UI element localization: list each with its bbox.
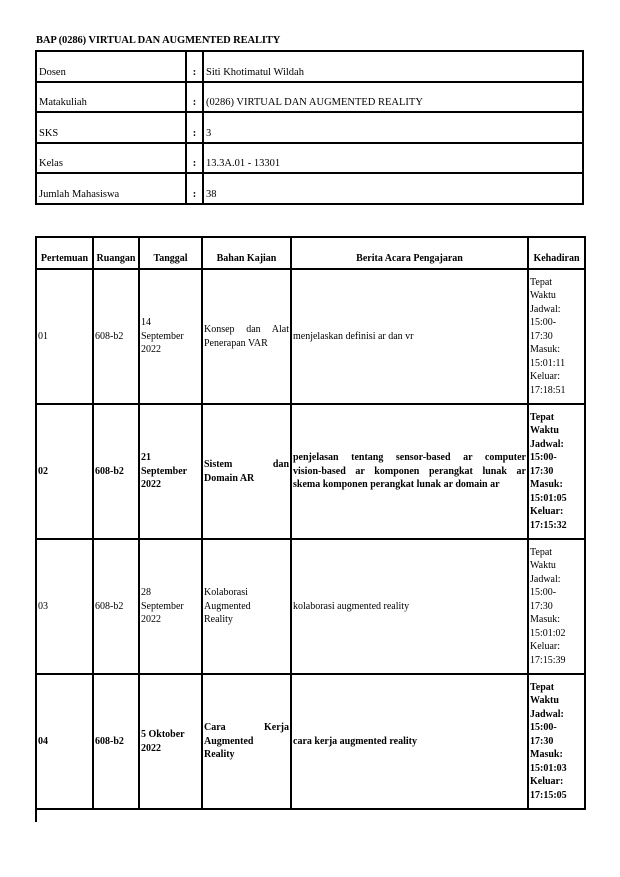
cell-kehadiran xyxy=(528,404,585,539)
cell-line: Sistem dan xyxy=(204,459,289,470)
session-row xyxy=(36,269,585,404)
cell-line: Keluar: xyxy=(530,506,564,518)
info-value: 3 xyxy=(203,112,583,143)
cell-tanggal xyxy=(139,404,202,539)
cell-line: 2022 xyxy=(141,344,161,356)
cell-tanggal xyxy=(139,269,202,404)
info-label: Jumlah Mahasiswa xyxy=(36,173,186,204)
cell-bahan-kajian xyxy=(202,404,291,539)
cell-line: Cara Kerja xyxy=(204,722,289,734)
info-value: 13.3A.01 - 13301 xyxy=(203,143,583,174)
info-label: Matakuliah xyxy=(36,82,186,113)
cell-line: 15:01:11 xyxy=(530,357,566,369)
cell-line: 17:18:51 xyxy=(530,384,566,396)
cell-line: September xyxy=(141,330,184,342)
info-value: 38 xyxy=(203,173,583,204)
cell-pertemuan: 01 xyxy=(36,269,93,404)
cell-line: Tepat xyxy=(530,681,555,693)
info-row xyxy=(36,173,583,204)
cell-kehadiran xyxy=(528,539,585,674)
header-berita-acara: Berita Acara Pengajaran xyxy=(291,237,528,269)
cell-ruangan: 608-b2 xyxy=(93,269,139,404)
info-value: Siti Khotimatul Wildah xyxy=(203,51,583,82)
header-bahan-kajian: Bahan Kajian xyxy=(202,237,291,269)
cell-line: menjelaskan definisi ar dan vr xyxy=(293,330,414,342)
cell-pertemuan: 03 xyxy=(36,539,93,674)
cell-line: Keluar: xyxy=(530,641,560,653)
cell-line: 17:30 xyxy=(530,600,553,612)
info-row xyxy=(36,51,583,82)
info-label: Kelas xyxy=(36,143,186,174)
cell-line: Tepat xyxy=(530,411,555,423)
cell-line: 21 xyxy=(141,452,151,464)
cell-line: Jadwal: xyxy=(530,438,564,450)
cell-line: September xyxy=(141,465,188,477)
table-continuation-border xyxy=(35,810,37,822)
cell-line: 2022 xyxy=(141,742,161,754)
cell-tanggal xyxy=(139,674,202,809)
cell-line: 15:00- xyxy=(530,452,557,464)
cell-line: 15:00- xyxy=(530,587,557,599)
header-ruangan: Ruangan xyxy=(93,237,139,269)
cell-line: Masuk: xyxy=(530,749,563,761)
cell-line: 17:15:05 xyxy=(530,789,567,801)
cell-ruangan: 608-b2 xyxy=(93,539,139,674)
cell-line: Waktu xyxy=(530,425,559,437)
cell-line: 15:00- xyxy=(530,317,557,329)
cell-line: Masuk: xyxy=(530,479,563,491)
cell-berita-acara xyxy=(291,539,528,674)
cell-line: 15:01:02 xyxy=(530,627,566,639)
cell-line: Kolaborasi xyxy=(204,587,248,599)
cell-ruangan: 608-b2 xyxy=(93,674,139,809)
info-separator: : xyxy=(186,173,203,204)
cell-line: Tepat xyxy=(530,546,553,558)
cell-bahan-kajian xyxy=(202,539,291,674)
cell-line: 2022 xyxy=(141,479,161,491)
cell-line: 15:00- xyxy=(530,722,557,734)
info-separator: : xyxy=(186,143,203,174)
session-table xyxy=(35,236,586,810)
info-label: Dosen xyxy=(36,51,186,82)
course-info-table xyxy=(35,50,584,205)
info-separator: : xyxy=(186,82,203,113)
cell-line: 5 Oktober xyxy=(141,729,185,740)
cell-pertemuan: 04 xyxy=(36,674,93,809)
cell-line: Reality xyxy=(204,614,233,626)
cell-line: Tepat xyxy=(530,276,553,288)
cell-line: 15:01:03 xyxy=(530,762,567,774)
cell-bahan-kajian xyxy=(202,269,291,404)
info-value: (0286) VIRTUAL DAN AUGMENTED REALITY xyxy=(203,82,583,113)
cell-line: 17:30 xyxy=(530,465,554,477)
cell-line: skema komponen perangkat lunak ar domain ar xyxy=(293,479,500,491)
cell-line: Jadwal: xyxy=(530,573,561,585)
cell-line: 17:30 xyxy=(530,735,554,747)
cell-line: kolaborasi augmented reality xyxy=(293,600,410,612)
cell-line: penjelasan tentang sensor-based ar computer xyxy=(293,452,526,464)
header-pertemuan: Pertemuan xyxy=(36,237,93,269)
cell-line: Augmented xyxy=(204,735,254,747)
cell-kehadiran xyxy=(528,674,585,809)
cell-line: Masuk: xyxy=(530,614,560,626)
cell-line: 2022 xyxy=(141,614,161,626)
cell-line: Waktu xyxy=(530,695,559,707)
info-separator: : xyxy=(186,51,203,82)
cell-ruangan: 608-b2 xyxy=(93,404,139,539)
cell-kehadiran xyxy=(528,269,585,404)
info-separator: : xyxy=(186,112,203,143)
session-row xyxy=(36,404,585,539)
cell-line: Masuk: xyxy=(530,344,560,356)
cell-line: Augmented xyxy=(204,600,251,612)
cell-line: Jadwal: xyxy=(530,708,564,720)
cell-line: Waktu xyxy=(530,560,556,572)
cell-line: Jadwal: xyxy=(530,303,561,315)
cell-berita-acara xyxy=(291,269,528,404)
cell-line: 15:01:05 xyxy=(530,492,567,504)
cell-line: 17:15:32 xyxy=(530,519,567,531)
cell-line: Waktu xyxy=(530,290,556,302)
cell-line: Konsep dan Alat xyxy=(204,324,289,335)
cell-line: vision-based ar komponen perangkat lunak ar xyxy=(293,465,526,477)
cell-line: 14 xyxy=(141,317,151,329)
cell-bahan-kajian xyxy=(202,674,291,809)
cell-line: September xyxy=(141,600,184,612)
info-row xyxy=(36,143,583,174)
header-kehadiran: Kehadiran xyxy=(528,237,585,269)
cell-tanggal xyxy=(139,539,202,674)
cell-line: 17:15:39 xyxy=(530,654,566,666)
cell-line: cara kerja augmented reality xyxy=(293,735,417,747)
document-title: BAP (0286) VIRTUAL DAN AUGMENTED REALITY xyxy=(36,35,281,46)
info-row xyxy=(36,112,583,143)
cell-berita-acara xyxy=(291,404,528,539)
info-row xyxy=(36,82,583,113)
header-tanggal: Tanggal xyxy=(139,237,202,269)
cell-berita-acara xyxy=(291,674,528,809)
cell-line: Domain AR xyxy=(204,472,255,484)
session-row xyxy=(36,539,585,674)
session-row xyxy=(36,674,585,809)
cell-line: 28 xyxy=(141,587,151,599)
cell-line: Keluar: xyxy=(530,371,560,383)
info-label: SKS xyxy=(36,112,186,143)
cell-pertemuan: 02 xyxy=(36,404,93,539)
cell-line: Reality xyxy=(204,749,235,761)
cell-line: 17:30 xyxy=(530,330,553,342)
cell-line: Penerapan VAR xyxy=(204,337,268,349)
cell-line: Keluar: xyxy=(530,776,564,788)
